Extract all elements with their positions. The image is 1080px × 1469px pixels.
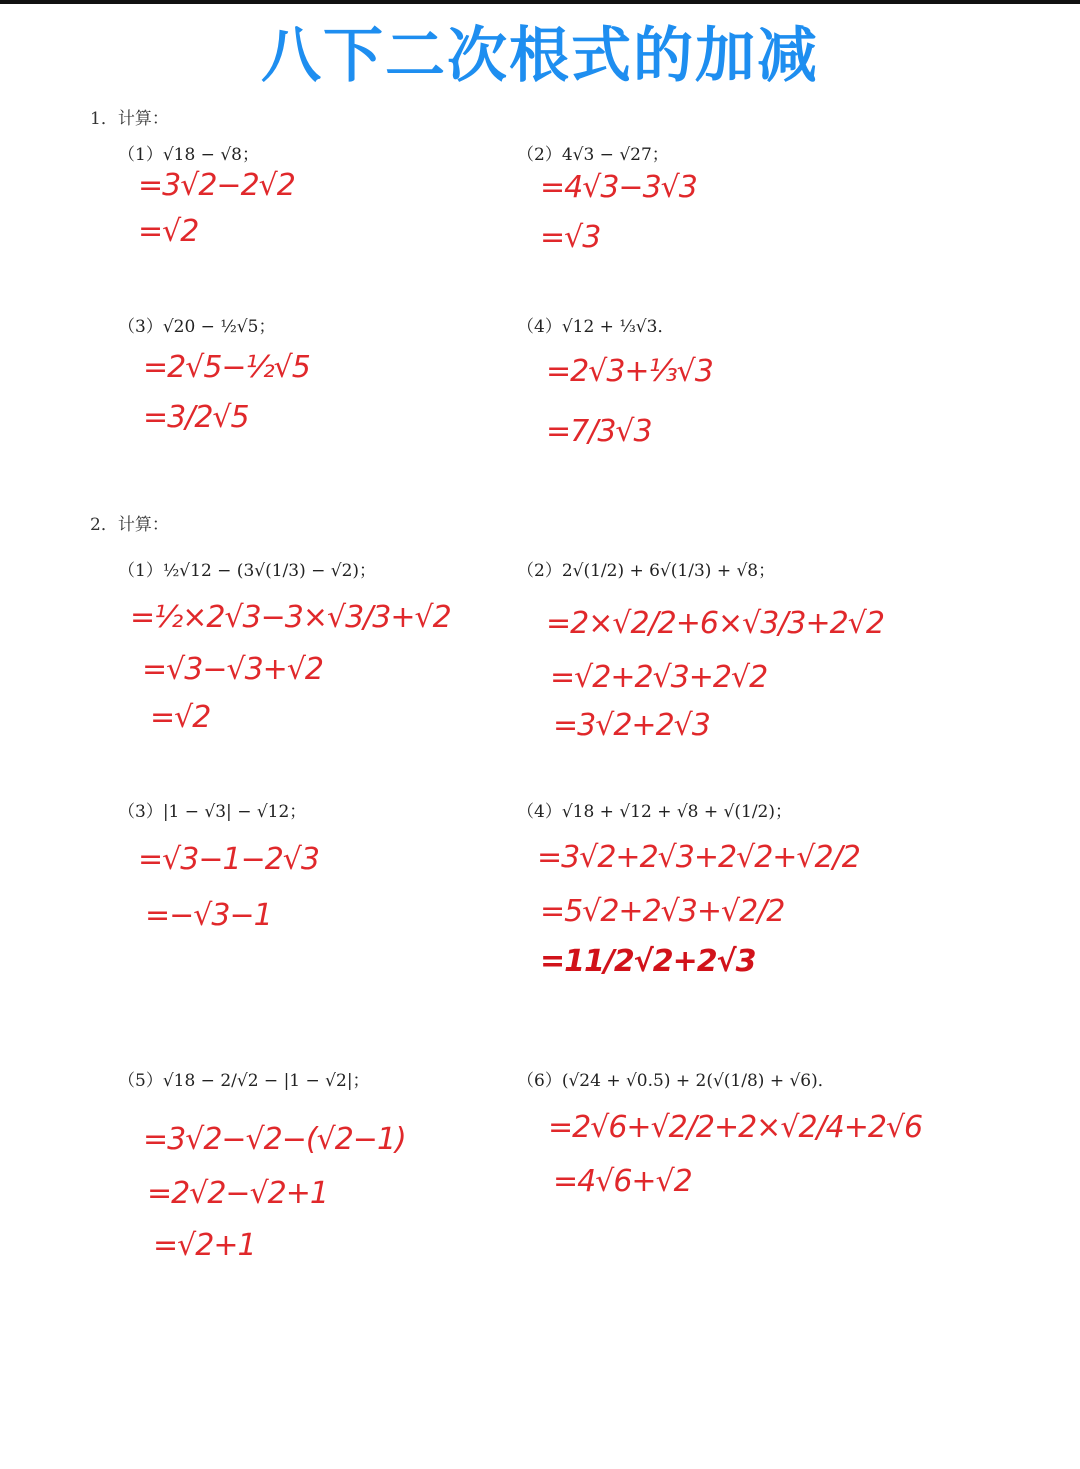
problem-1-1: （1）√18 − √8； [118, 145, 259, 165]
answer-2-3-line-1: =√3−1−2√3 [138, 842, 319, 877]
problem-2-5: （5）√18 − 2/√2 − |1 − √2|； [118, 1071, 370, 1091]
problem-2-3: （3）|1 − √3| − √12； [118, 802, 307, 822]
answer-1-3-line-1: =2√5−½√5 [143, 350, 310, 385]
answer-2-1-line-2: =√3−√3+√2 [142, 652, 324, 687]
problem-1-2: （2）4√3 − √27； [517, 145, 669, 165]
answer-1-3-line-2: =3/2√5 [143, 400, 249, 435]
page-title: 八下二次根式的加减 [261, 21, 819, 91]
problem-2-1: （1）½√12 − (3√(1/3) − √2)； [118, 561, 377, 581]
answer-1-4-line-1: =2√3+⅓√3 [546, 354, 713, 389]
answer-1-1-line-1: =3√2−2√2 [138, 168, 295, 203]
answer-2-3-line-2: =−√3−1 [145, 898, 272, 933]
answer-2-4-line-3: =11/2√2+2√3 [540, 944, 756, 979]
problem-2-4: （4）√18 + √12 + √8 + √(1/2)； [517, 802, 793, 822]
answer-1-1-line-2: =√2 [138, 214, 199, 249]
answer-1-4-line-2: =7/3√3 [546, 414, 652, 449]
answer-2-5-line-2: =2√2−√2+1 [147, 1176, 328, 1211]
answer-2-1-line-1: =½×2√3−3×√3/3+√2 [130, 600, 451, 635]
answer-1-2-line-1: =4√3−3√3 [540, 170, 697, 205]
answer-2-5-line-1: =3√2−√2−(√2−1) [143, 1122, 406, 1157]
answer-2-5-line-3: =√2+1 [153, 1228, 256, 1263]
problem-1-3: （3）√20 − ½√5； [118, 317, 276, 337]
answer-2-4-line-1: =3√2+2√3+2√2+√2/2 [537, 840, 860, 875]
answer-2-2-line-1: =2×√2/2+6×√3/3+2√2 [546, 606, 884, 641]
problem-1-4: （4）√12 + ⅓√3． [517, 317, 675, 337]
answer-2-4-line-2: =5√2+2√3+√2/2 [540, 894, 785, 929]
top-border [0, 0, 1080, 4]
answer-2-6-line-2: =4√6+√2 [553, 1164, 692, 1199]
answer-2-2-line-2: =√2+2√3+2√2 [550, 660, 768, 695]
answer-1-2-line-2: =√3 [540, 220, 601, 255]
answer-2-2-line-3: =3√2+2√3 [553, 708, 710, 743]
section-heading-1: 1．计算： [90, 109, 169, 129]
answer-2-1-line-3: =√2 [150, 700, 211, 735]
problem-2-2: （2）2√(1/2) + 6√(1/3) + √8； [517, 561, 776, 581]
answer-2-6-line-1: =2√6+√2/2+2×√2/4+2√6 [548, 1110, 923, 1145]
problem-2-6: （6）(√24 + √0.5) + 2(√(1/8) + √6)． [517, 1071, 835, 1091]
section-heading-2: 2．计算： [90, 515, 169, 535]
